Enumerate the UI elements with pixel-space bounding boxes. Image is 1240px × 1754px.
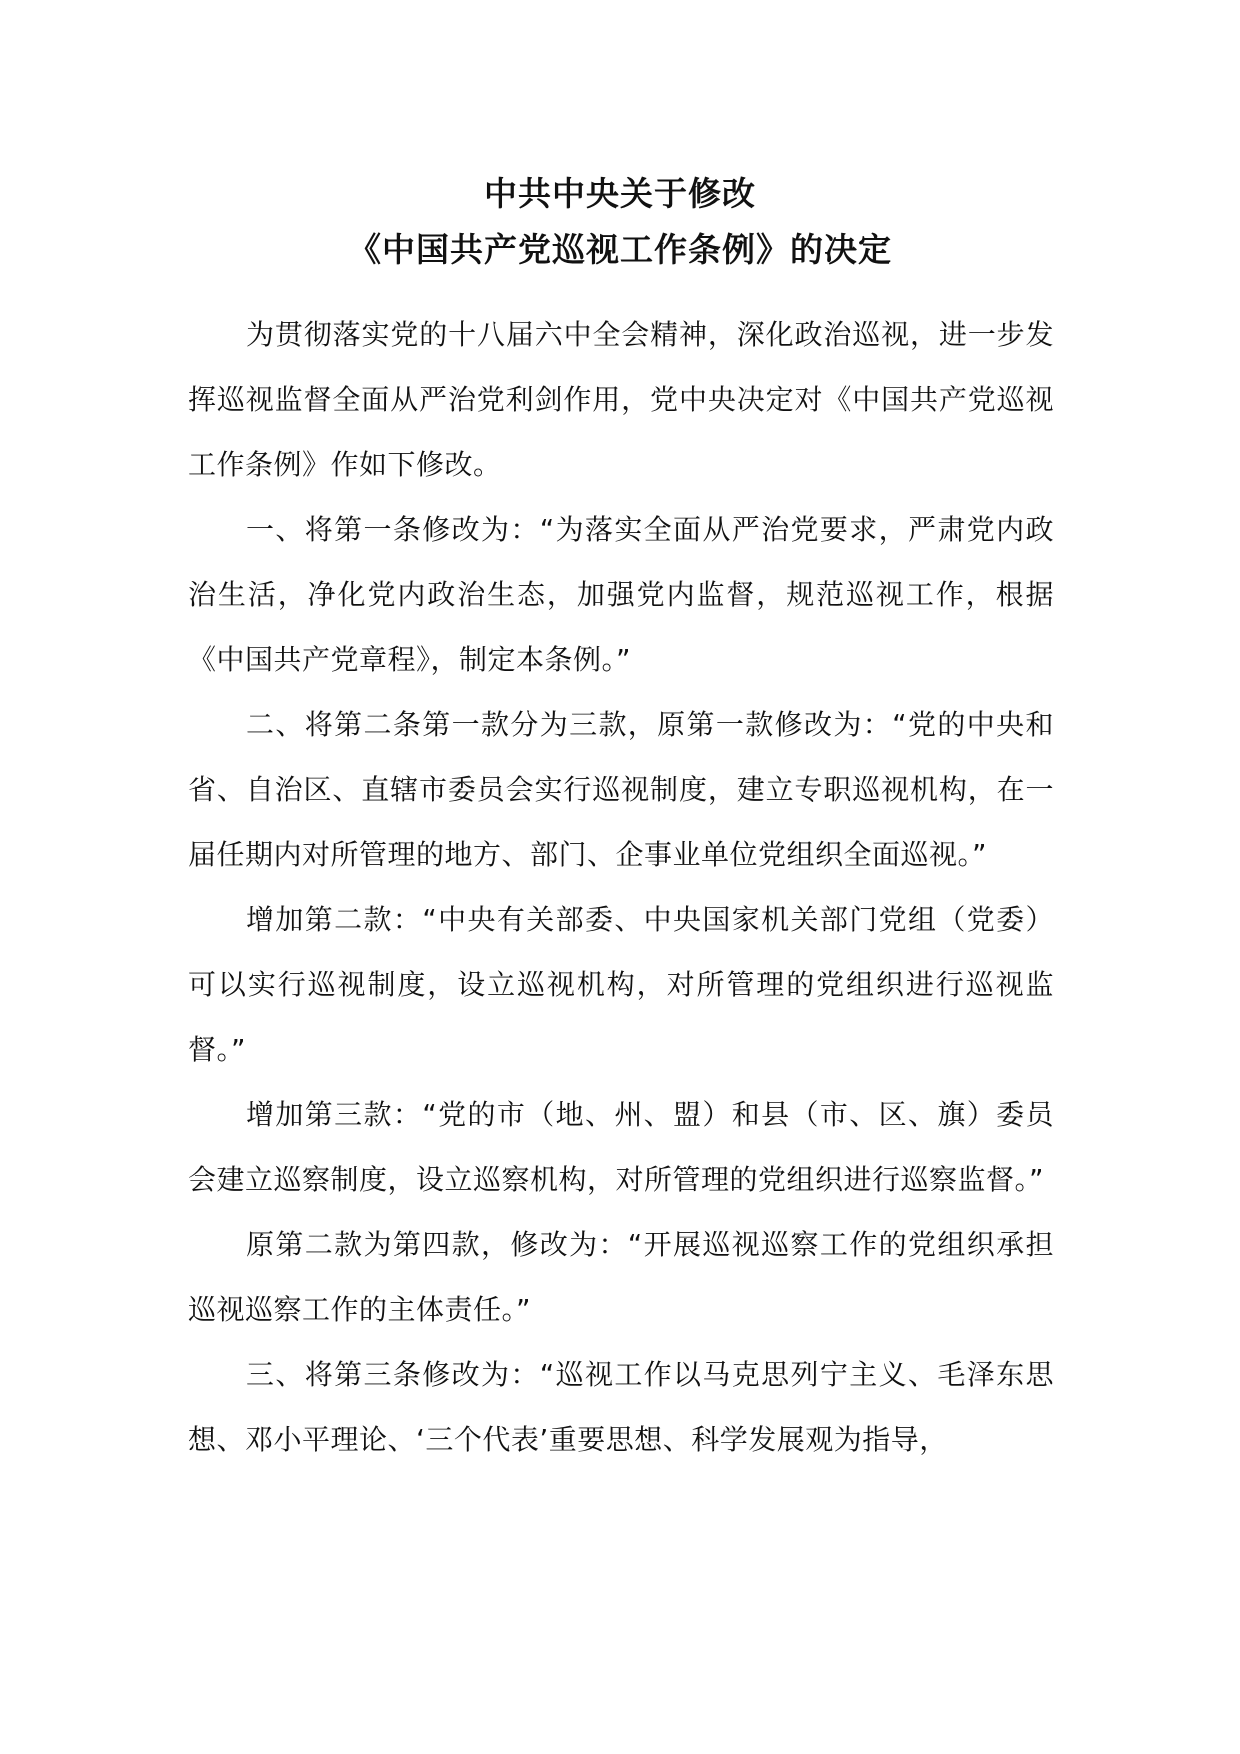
document-body xyxy=(188,302,1054,1472)
paragraph-clause-4: 原第二款为第四款，修改为：“开展巡视巡察工作的党组织承担巡视巡察工作的主体责任。” xyxy=(188,1228,1054,1326)
title-line-2: 《中国共产党巡视工作条例》的决定 xyxy=(348,230,892,269)
title-line-1: 中共中央关于修改 xyxy=(484,174,756,213)
paragraph-add-clause-3: 增加第三款：“党的市（地、州、盟）和县（市、区、旗）委员会建立巡察制度，设立巡察机构，对所管理的党组织进行巡察监督。” xyxy=(188,1098,1054,1196)
document-title xyxy=(0,168,1240,276)
paragraph-amendment-1: 一、将第一条修改为：“为落实全面从严治党要求，严肃党内政治生活，净化党内政治生态，加强党内监督，规范巡视工作，根据《中国共产党章程》，制定本条例。” xyxy=(188,513,1054,676)
paragraph-intro: 为贯彻落实党的十八届六中全会精神，深化政治巡视，进一步发挥巡视监督全面从严治党利剑作用，党中央决定对《中国共产党巡视工作条例》作如下修改。 xyxy=(188,318,1054,481)
paragraph-add-clause-2: 增加第二款：“中央有关部委、中央国家机关部门党组（党委）可以实行巡视制度，设立巡视机构，对所管理的党组织进行巡视监督。” xyxy=(188,903,1054,1066)
paragraph-amendment-3: 三、将第三条修改为：“巡视工作以马克思列宁主义、毛泽东思想、邓小平理论、‘三个代表’重要思想、科学发展观为指导， xyxy=(188,1358,1054,1456)
paragraph-amendment-2: 二、将第二条第一款分为三款，原第一款修改为：“党的中央和省、自治区、直辖市委员会实行巡视制度，建立专职巡视机构，在一届任期内对所管理的地方、部门、企事业单位党组织全面巡视。” xyxy=(188,708,1054,871)
